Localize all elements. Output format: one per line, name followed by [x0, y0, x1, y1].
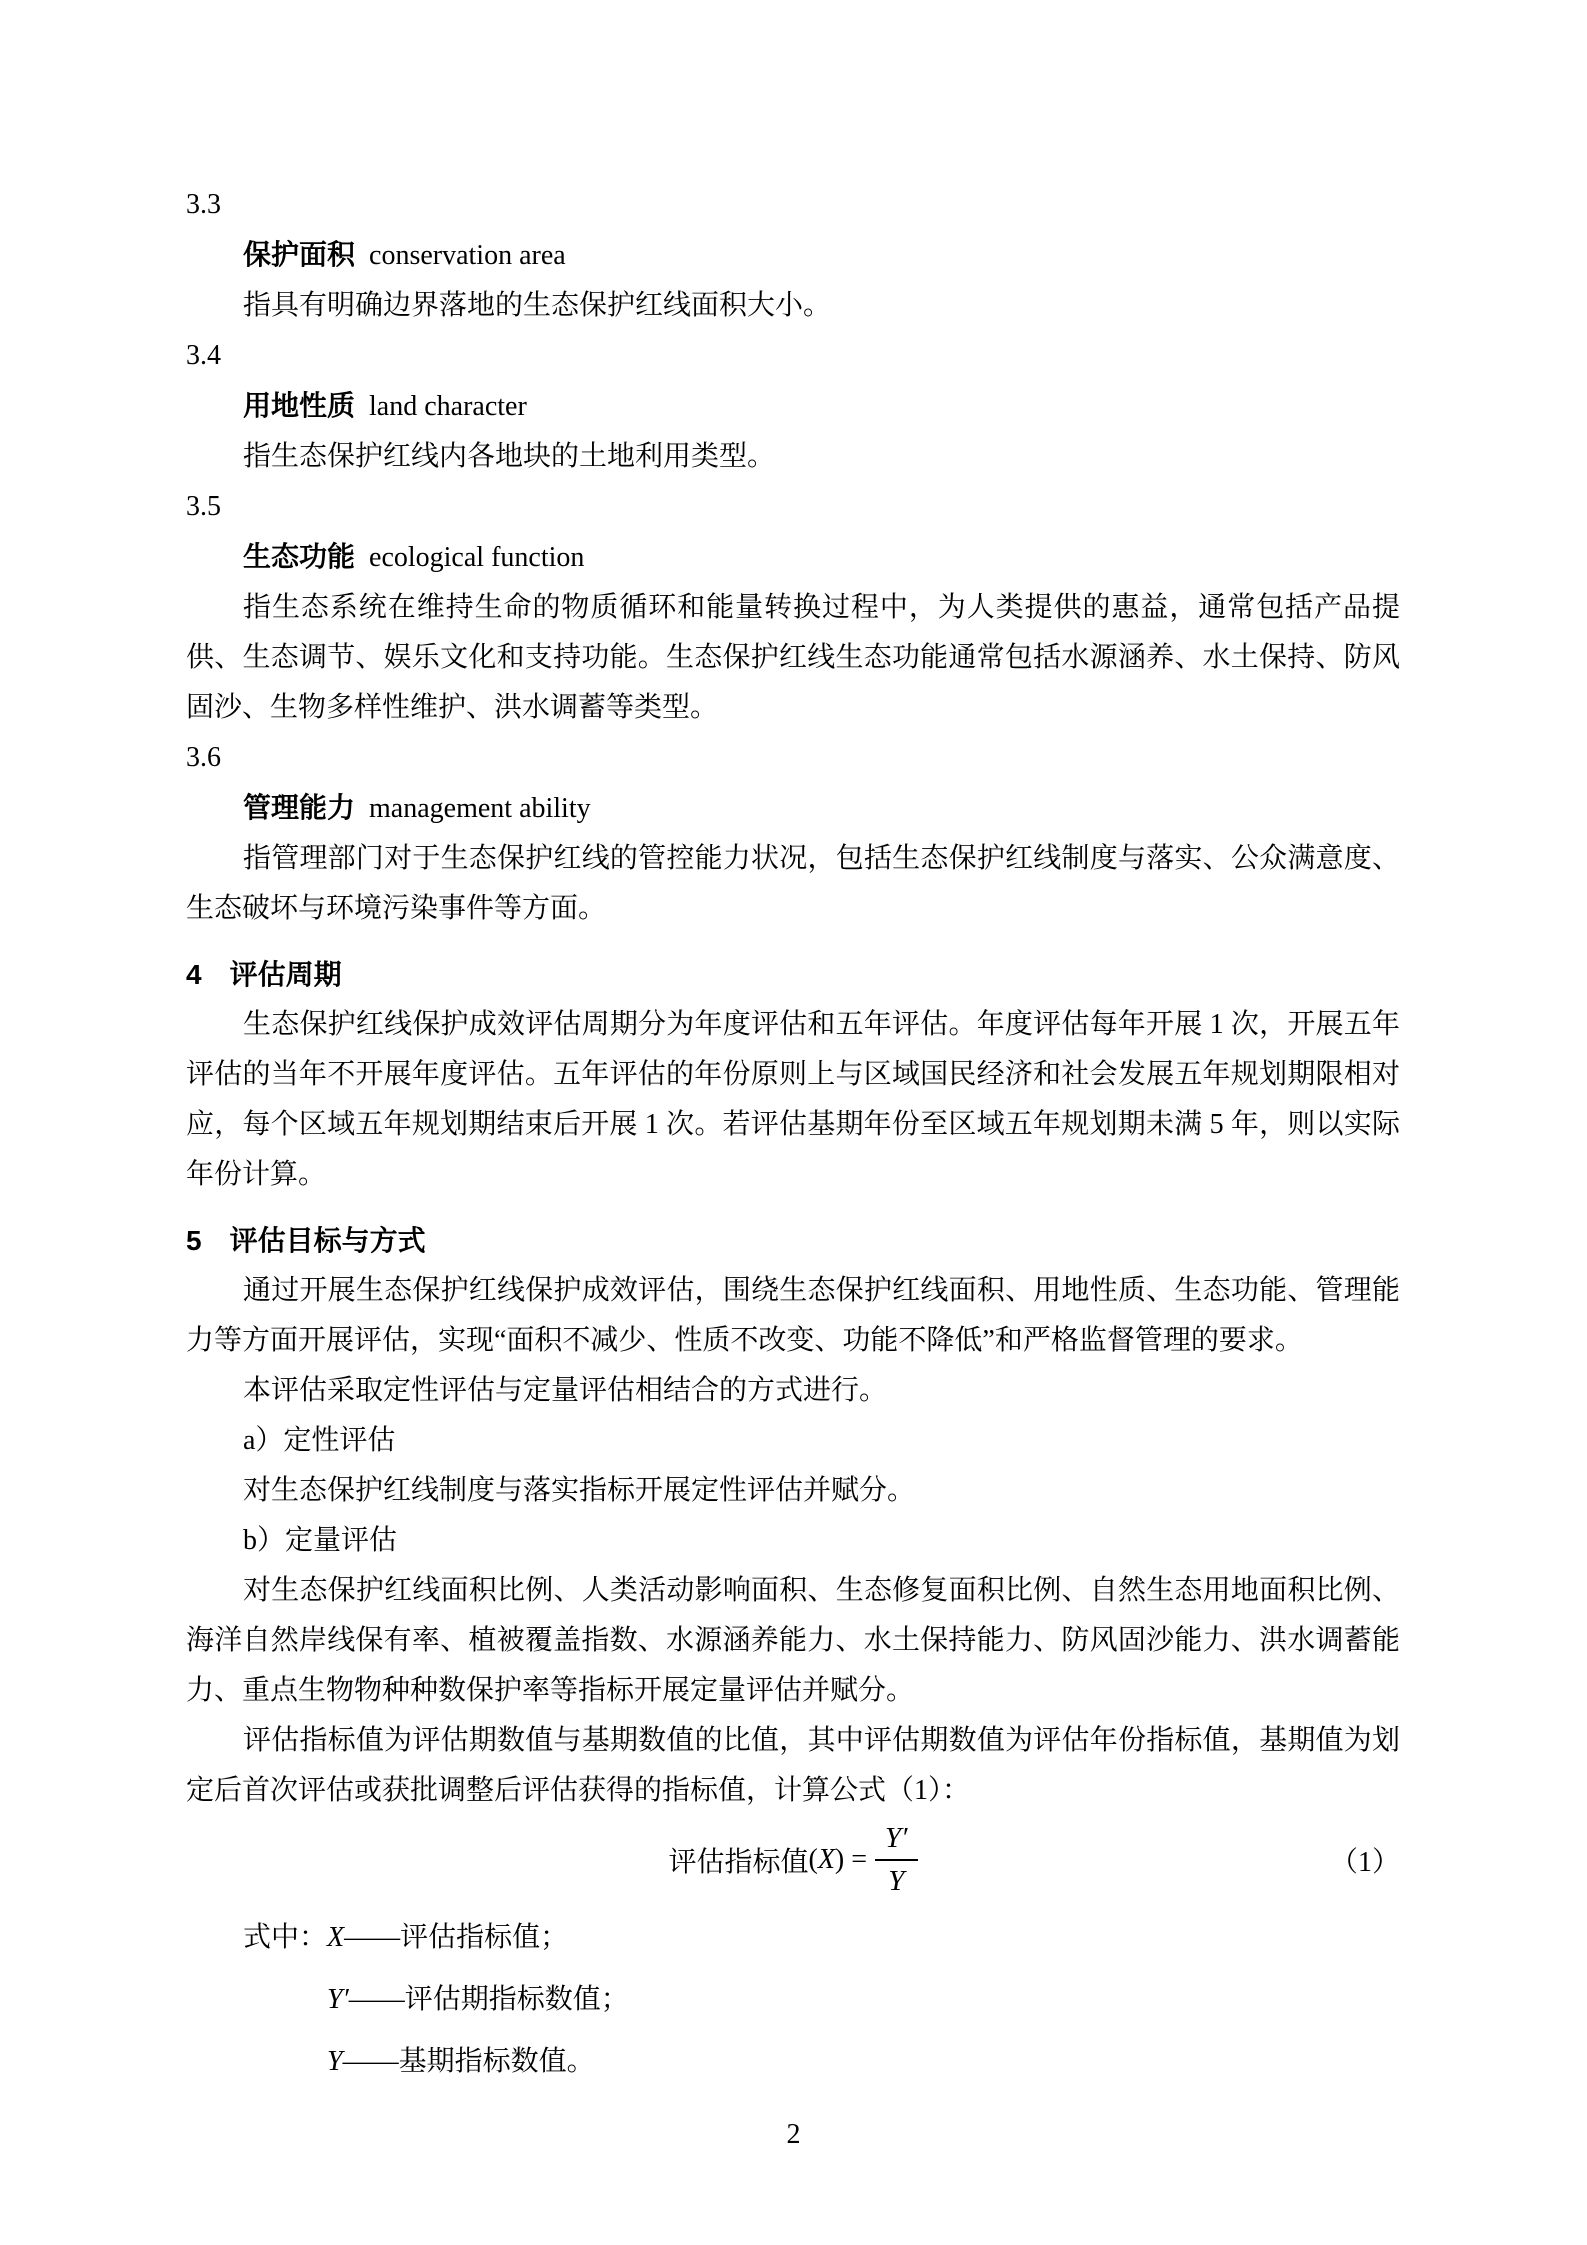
term-title-zh: 用地性质: [243, 390, 356, 421]
formula-number: （1）: [1329, 1847, 1400, 1879]
term-section-3-4: [186, 331, 1400, 482]
legend-symbol-y-prime: Y′: [327, 1983, 349, 2015]
legend-symbol-x: X: [327, 1921, 345, 1953]
section5-item-b: b）定量评估: [243, 1525, 398, 1556]
section-heading-5: [186, 1216, 1400, 1266]
formula-equals: ) =: [834, 1844, 868, 1876]
term-section-3-6: [186, 733, 1400, 934]
term-title-en: conservation area: [369, 240, 566, 271]
term-section-3-3: [186, 180, 1400, 331]
section-heading-4: [186, 950, 1400, 1000]
section5-paragraph-2: 本评估采取定性评估与定量评估相结合的方式进行。: [243, 1375, 888, 1406]
formula-legend: [186, 1907, 1400, 2093]
term-definition: 指管理部门对于生态保护红线的管控能力状况，包括生态保护红线制度与落实、公众满意度、生态破坏与环境污染事件等方面。: [186, 843, 1400, 924]
term-definition: 指具有明确边界落地的生态保护红线面积大小。: [243, 290, 832, 321]
term-title-en: land character: [369, 391, 527, 422]
legend-line-y-prime: [186, 1969, 1400, 2031]
term-title-zh: 保护面积: [243, 239, 356, 270]
legend-line-y: [186, 2031, 1400, 2093]
term-title-en: management ability: [369, 793, 591, 824]
legend-desc-x: ——评估指标值；: [344, 1921, 569, 1953]
section5-paragraph-1: 通过开展生态保护红线保护成效评估，围绕生态保护红线面积、用地性质、生态功能、管理能力等方面开展评估，实现“面积不减少、性质不改变、功能不降低”和严格监督管理的要求。: [186, 1275, 1400, 1356]
formula-fraction: [875, 1822, 917, 1899]
legend-desc-y: ——基期指标数值。: [342, 2045, 595, 2077]
term-title: [186, 783, 1400, 834]
term-section-3-5: [186, 482, 1400, 733]
term-title-en: ecological function: [369, 542, 585, 573]
term-number: 3.5: [186, 491, 221, 522]
formula-variable-x: X: [817, 1844, 835, 1876]
term-title: [186, 381, 1400, 432]
section-title: 评估周期: [229, 959, 342, 990]
term-title-zh: 生态功能: [243, 541, 356, 572]
formula-expression: [668, 1822, 917, 1899]
section-number: 5: [186, 1225, 202, 1256]
legend-label: 式中：: [243, 1921, 328, 1953]
legend-line-x: [186, 1907, 1400, 1969]
formula-open-paren: (: [808, 1844, 818, 1876]
section-title: 评估目标与方式: [229, 1225, 426, 1256]
term-definition: 指生态保护红线内各地块的土地利用类型。: [243, 441, 776, 472]
section5-paragraph-3: 对生态保护红线制度与落实指标开展定性评估并赋分。: [243, 1475, 916, 1506]
section5-paragraph-4: 对生态保护红线面积比例、人类活动影响面积、生态修复面积比例、自然生态用地面积比例、海洋自然岸线保有率、植被覆盖指数、水源涵养能力、水土保持能力、防风固沙能力、洪水调蓄能力、重点生物物种种数保护率等指标开展定量评估并赋分。: [186, 1575, 1400, 1706]
section5-item-a: a）定性评估: [243, 1425, 396, 1456]
term-title: [186, 532, 1400, 583]
formula-lhs: 评估指标值: [668, 1847, 809, 1879]
page-number: 2: [786, 2119, 801, 2150]
term-number: 3.3: [186, 189, 221, 220]
term-definition: 指生态系统在维持生命的物质循环和能量转换过程中，为人类提供的惠益，通常包括产品提供、生态调节、娱乐文化和支持功能。生态保护红线生态功能通常包括水源涵养、水土保持、防风固沙、生物多样性维护、洪水调蓄等类型。: [186, 592, 1400, 723]
formula-numerator: Y′: [875, 1822, 917, 1861]
legend-symbol-y: Y: [327, 2045, 343, 2077]
term-number: 3.6: [186, 742, 221, 773]
section-number: 4: [186, 959, 202, 990]
section5-paragraph-5: 评估指标值为评估期数值与基期数值的比值，其中评估期数值为评估年份指标值，基期值为划定后首次评估或获批调整后评估获得的指标值，计算公式（1）：: [186, 1725, 1400, 1806]
formula-block: [186, 1822, 1400, 1899]
term-title: [186, 230, 1400, 281]
term-title-zh: 管理能力: [243, 792, 356, 823]
term-number: 3.4: [186, 340, 221, 371]
section4-paragraph: 生态保护红线保护成效评估周期分为年度评估和五年评估。年度评估每年开展 1 次，开展五年评估的当年不开展年度评估。五年评估的年份原则上与区域国民经济和社会发展五年规划期限相对应，每个区域五年规划期结束后开展 1 次。若评估基期年份至区域五年规划期未满 5 年，则以实际年份计算。: [186, 1009, 1400, 1190]
formula-denominator: Y: [888, 1865, 905, 1898]
legend-desc-y-prime: ——评估期指标数值；: [348, 1983, 629, 2015]
